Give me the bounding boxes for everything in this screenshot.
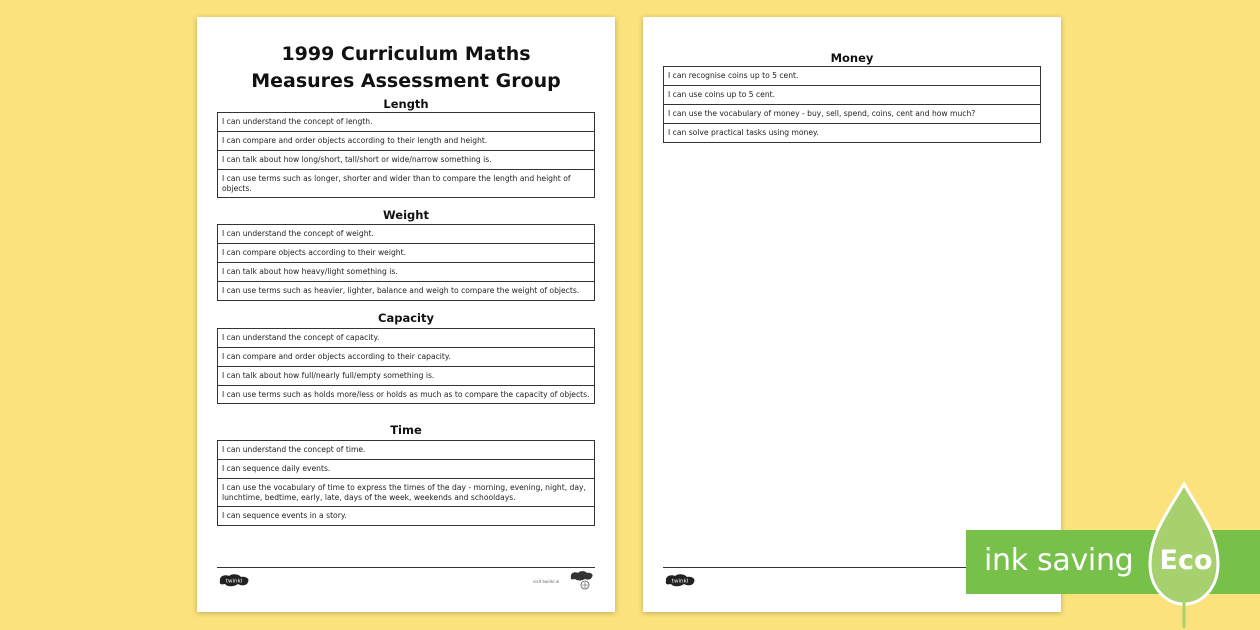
assessment-row: I can use coins up to 5 cent.	[664, 86, 1040, 105]
title-line-1: 1999 Curriculum Maths	[281, 43, 531, 65]
worksheet-page-1	[197, 17, 615, 612]
footer-small-text: visit twinkl.ie	[533, 579, 560, 584]
assessment-row: I can recognise coins up to 5 cent.	[664, 67, 1040, 86]
ink-saving-label: ink saving	[984, 543, 1134, 578]
section-table-length	[217, 112, 595, 198]
assessment-row: I can use the vocabulary of time to express the times of the day - morning, evening, night, day, lunchtime, bedtime, early, late, days of the week, weekends and schooldays.	[218, 479, 594, 507]
assessment-row: I can use terms such as heavier, lighter, balance and weigh to compare the weight of objects.	[222, 286, 580, 295]
footer-logo-text: twinkl	[671, 578, 689, 585]
section-heading-time: Time	[390, 423, 422, 437]
section-table-capacity	[217, 328, 595, 404]
assessment-row: I can understand the concept of capacity.	[218, 329, 594, 348]
assessment-row: I can talk about how full/nearly full/empty something is.	[218, 367, 594, 386]
title-line-2: Measures Assessment Group	[251, 70, 561, 92]
twinkl-small-logo-icon	[569, 570, 595, 590]
assessment-row: I can understand the concept of time.	[218, 441, 594, 460]
assessment-row: I can sequence events in a story.	[222, 511, 347, 520]
assessment-row: I can solve practical tasks using money.	[668, 128, 819, 137]
section-heading-length: Length	[383, 97, 429, 111]
assessment-row: I can compare objects according to their weight.	[218, 244, 594, 263]
section-table-time	[217, 440, 595, 526]
assessment-row: I can understand the concept of length.	[218, 113, 594, 132]
assessment-row: I can use terms such as longer, shorter and wider than to compare the length and height of objects.	[222, 174, 571, 193]
footer-divider	[217, 567, 595, 568]
eco-label: Eco	[1159, 545, 1213, 576]
assessment-row: I can understand the concept of weight.	[218, 225, 594, 244]
section-table-weight	[217, 224, 595, 301]
assessment-row: I can compare and order objects according to their length and height.	[218, 132, 594, 151]
twinkl-logo-icon	[217, 573, 251, 587]
footer-logo-text: twinkl	[225, 578, 243, 585]
assessment-row: I can talk about how long/short, tall/short or wide/narrow something is.	[218, 151, 594, 170]
assessment-row: I can use the vocabulary of money - buy, sell, spend, coins, cent and how much?	[664, 105, 1040, 124]
document-title	[197, 41, 615, 95]
assessment-row: I can sequence daily events.	[218, 460, 594, 479]
assessment-row: I can talk about how heavy/light something is.	[218, 263, 594, 282]
section-heading-capacity: Capacity	[378, 311, 434, 325]
section-heading-money: Money	[830, 51, 874, 65]
section-heading-weight: Weight	[383, 208, 429, 222]
assessment-row: I can use terms such as holds more/less or holds as much as to compare the capacity of objects.	[222, 390, 590, 399]
twinkl-logo-icon	[663, 573, 697, 587]
assessment-row: I can compare and order objects according to their capacity.	[218, 348, 594, 367]
section-table-money	[663, 66, 1041, 143]
ink-saving-eco-badge	[966, 482, 1260, 630]
